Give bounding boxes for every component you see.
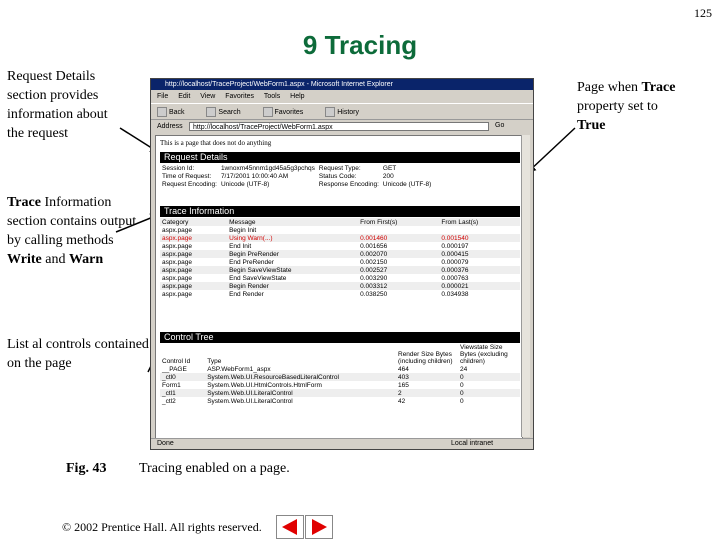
vertical-scrollbar[interactable] [521,135,530,437]
trace-information-heading: Trace Information [160,206,520,217]
detail-value: 1wnoxm45nnm1gd45a5g3pchqs [220,164,315,172]
figure-label: Fig. 43 [66,461,107,476]
control-cell: __PAGE [162,365,187,373]
detail-label: Request Type: [318,164,361,172]
previous-slide-button[interactable] [276,515,304,539]
trace-row [160,226,520,234]
control-cell: ASP.WebForm1_aspx [207,365,271,373]
trace-cell: 0.000197 [441,242,469,250]
detail-label: Request Encoding: [162,180,217,188]
trace-cell: aspx.page [162,258,192,266]
trace-row [160,258,520,266]
trace-row [160,274,520,282]
note-bold-warn: Warn [68,252,104,267]
trace-cell: 0.003290 [360,274,388,282]
trace-cell: End Render [229,290,264,298]
trace-cell: End Init [229,242,252,250]
control-cell: 0 [458,373,520,381]
menu-help[interactable]: Help [290,93,305,100]
column-header: Render Size Bytes (including children) [398,351,453,365]
note-bold-write: Write [7,252,42,267]
favorites-button[interactable] [263,109,314,116]
control-tree-table [160,344,520,405]
control-cell: 2 [396,389,458,397]
trace-cell: 0.000079 [441,258,469,266]
note-text: and [41,252,69,267]
trace-cell: 0.000021 [439,282,520,290]
detail-label: Time of Request: [162,172,212,180]
trace-cell: aspx.page [160,282,227,290]
back-arrow-icon [157,107,167,117]
column-header: From Last(s) [439,218,520,226]
note-text: Information section contains output by calling methods [7,195,137,248]
browser-window [150,78,534,450]
control-cell: _ctl2 [162,397,176,405]
trace-cell: 0.002527 [358,266,439,274]
trace-information-table [160,218,520,298]
detail-value: GET [382,164,397,172]
control-cell: 403 [396,373,458,381]
trace-cell: 0.038250 [360,290,388,298]
detail-label: Response Encoding: [318,180,379,188]
note-bold-true: True [577,118,606,133]
trace-cell: End PreRender [229,258,274,266]
copyright-footer: © 2002 Prentice Hall. All rights reserved. [62,520,262,534]
go-button[interactable]: Go [495,122,505,129]
detail-value: Unicode (UTF-8) [382,180,432,188]
figure-caption: Tracing enabled on a page. [139,461,290,476]
trace-cell: 0.034938 [441,290,469,298]
column-header: Category [160,218,227,226]
control-cell: 42 [398,397,406,405]
menu-favorites[interactable]: Favorites [225,93,255,100]
trace-cell: 0.002070 [358,250,439,258]
slide-title: 9 Tracing [302,30,418,60]
browser-viewport [155,135,523,439]
control-cell: 464 [398,365,409,373]
menu-edit[interactable]: Edit [178,93,191,100]
request-details-table [160,164,433,188]
note-text: Page when [577,80,642,95]
request-detail-row [160,180,433,188]
trace-row [160,234,520,242]
trace-cell: 0.001460 [358,234,439,242]
column-header: From First(s) [358,218,439,226]
trace-cell: aspx.page [162,242,192,250]
history-button[interactable] [325,109,369,116]
browser-menubar [151,91,533,102]
menu-file[interactable]: File [157,93,169,100]
search-label: Search [218,109,241,116]
trace-cell: 0.001540 [439,234,520,242]
trace-cell: 0.003312 [358,282,439,290]
note-request-details: Request Details section provides information about the request [7,69,108,141]
history-icon [325,107,335,117]
page-number: 125 [694,6,712,20]
menu-view[interactable]: View [200,93,216,100]
trace-cell: aspx.page [162,274,192,282]
back-button[interactable] [157,109,195,116]
control-cell: 0 [460,397,464,405]
control-tree-row [160,397,520,405]
browser-statusbar [151,438,533,448]
control-cell: 165 [398,381,409,389]
trace-cell: Using Warn(...) [227,234,358,242]
control-cell: Form1 [162,381,181,389]
control-tree-row [160,381,520,389]
trace-cell: aspx.page [160,266,227,274]
arrow-page [528,128,575,172]
triangle-right-icon [306,516,332,538]
detail-value: 200 [382,172,394,180]
browser-titlebar: http://localhost/TraceProject/WebForm1.aspx - Microsoft Internet Explorer [151,79,533,90]
search-button[interactable] [206,109,250,116]
trace-cell: Begin Render [227,282,358,290]
trace-cell: aspx.page [162,290,192,298]
status-zone: Local intranet [451,440,494,447]
control-tree-row [160,365,520,373]
control-cell: 0 [458,389,520,397]
history-label: History [337,109,359,116]
browser-toolbar [151,103,533,120]
trace-cell: aspx.page [160,250,227,258]
trace-cell: 0.001656 [360,242,388,250]
column-header: Viewstate Size Bytes (excluding children) [460,344,508,365]
next-slide-button[interactable] [305,515,333,539]
control-cell: 24 [460,365,468,373]
trace-row [160,282,520,290]
note-text: property set to [577,99,658,114]
search-icon [206,107,216,117]
note-bold-trace: Trace [641,80,676,95]
status-text: Done [157,440,174,447]
note-bold-trace: Trace [7,195,41,210]
trace-row [160,250,520,258]
request-detail-row [160,164,433,172]
control-tree-heading: Control Tree [160,332,520,343]
trace-cell: Begin Init [229,226,257,234]
detail-label: Status Code: [318,172,357,180]
control-cell: System.Web.UI.ResourceBasedLiteralControl [205,373,396,381]
address-input[interactable]: http://localhost/TraceProject/WebForm1.aspx [189,122,489,131]
trace-cell: 0.000415 [439,250,520,258]
favorites-label: Favorites [274,109,304,116]
trace-row [160,290,520,298]
request-detail-row [160,172,433,180]
detail-value: Unicode (UTF-8) [220,180,270,188]
detail-value: 7/17/2001 10:00:40 AM [220,172,289,180]
trace-cell [358,226,439,234]
column-header: Type [207,358,222,365]
address-label: Address [157,123,183,130]
menu-tools[interactable]: Tools [263,93,281,100]
trace-cell: 0.000376 [439,266,520,274]
control-cell: _ctl1 [160,389,205,397]
control-cell: System.Web.UI.LiteralControl [207,397,293,405]
detail-label: Session Id: [162,164,195,172]
triangle-left-icon [277,516,303,538]
control-cell: 0 [460,381,464,389]
control-tree-row [160,373,520,381]
column-header: Message [227,218,358,226]
trace-cell: Begin PreRender [227,250,358,258]
trace-row [160,242,520,250]
trace-cell: 0.000763 [441,274,469,282]
page-intro-text: This is a page that does not do anything [160,139,272,147]
trace-cell: aspx.page [162,226,192,234]
trace-cell: Begin SaveViewState [227,266,358,274]
control-tree-row [160,389,520,397]
trace-cell: aspx.page [160,234,227,242]
trace-cell: 0.002150 [360,258,388,266]
trace-row [160,266,520,274]
back-label: Back [168,109,185,116]
request-details-heading: Request Details [160,152,520,163]
column-header: Control Id [162,358,191,365]
control-cell: _ctl0 [160,373,205,381]
trace-cell [439,226,520,234]
trace-cell: End SaveViewState [229,274,287,282]
control-cell: System.Web.UI.LiteralControl [205,389,396,397]
star-icon [263,107,273,117]
control-cell: System.Web.UI.HtmlControls.HtmlForm [207,381,322,389]
note-control-tree: List al controls contained on the page [7,337,149,371]
